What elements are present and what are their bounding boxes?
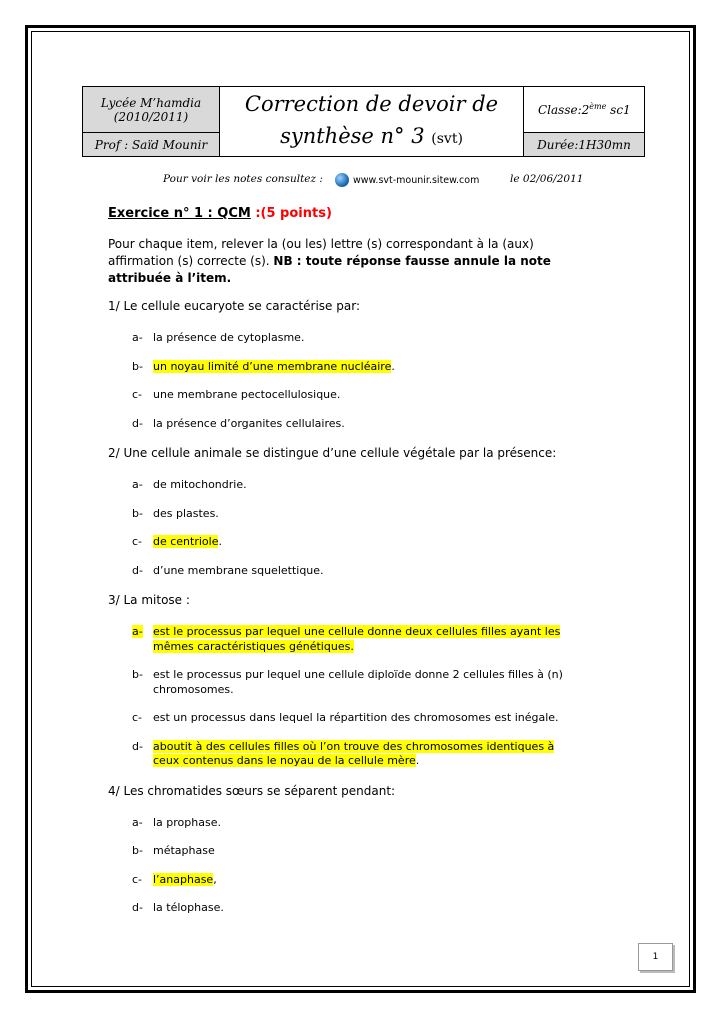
option-letter-cell xyxy=(132,816,153,831)
option-2-c xyxy=(132,535,568,550)
option-letter: a- xyxy=(132,625,143,638)
duration: Durée:1H30mn xyxy=(537,137,631,152)
option-text xyxy=(153,478,247,493)
option-letter: d- xyxy=(132,416,143,430)
option-plain-text: de mitochondrie. xyxy=(153,478,247,491)
option-letter: d- xyxy=(132,563,143,577)
correct-answer-highlight: un noyau limité d’une membrane nucléaire xyxy=(153,359,392,373)
correct-answer-highlight: est le processus par lequel une cellule donne deux cellules filles ayant les mêmes caractéristiques génétiques. xyxy=(153,625,561,653)
option-letter-cell xyxy=(132,388,153,403)
correct-answer-highlight: de centriole xyxy=(153,535,219,548)
exercise-points: :(5 points) xyxy=(250,206,332,221)
option-letter-cell xyxy=(132,360,153,375)
option-1-d xyxy=(132,417,568,432)
option-letter-cell xyxy=(132,507,153,522)
option-plain-text: est le processus pur lequel une cellule diploïde donne 2 cellules filles à (n) chromosomes. xyxy=(153,668,563,696)
class-superscript: ème xyxy=(589,102,607,112)
exercise-instructions: Pour chaque item, relever la (ou les) lettre (s) correspondant à la (aux) affirmation (s) correcte (s). xyxy=(108,237,534,268)
option-letter: c- xyxy=(132,388,143,401)
option-letter-cell xyxy=(132,901,153,916)
option-4-b xyxy=(132,844,568,859)
option-letter-cell xyxy=(132,740,153,769)
option-text xyxy=(153,417,345,432)
exercise-intro xyxy=(108,236,568,287)
option-plain-text: d’une membrane squelettique. xyxy=(153,563,324,577)
option-text xyxy=(153,740,568,769)
question-4: 4/ Les chromatides sœurs se séparent pendant: xyxy=(108,783,396,798)
option-text xyxy=(153,360,395,375)
option-plain-text: la présence de cytoplasme. xyxy=(153,331,305,344)
option-punctuation: . xyxy=(391,359,395,373)
exercise-content xyxy=(108,205,568,930)
option-text xyxy=(153,388,340,403)
exercise-title-text: Exercice n° 1 : QCM xyxy=(108,206,251,221)
option-punctuation: . xyxy=(415,754,420,767)
option-text xyxy=(153,901,224,916)
option-text xyxy=(153,668,568,697)
option-letter-cell xyxy=(132,478,153,493)
option-letter-cell xyxy=(132,331,153,346)
title-line-2 xyxy=(220,120,523,155)
question-3: 3/ La mitose : xyxy=(108,593,190,607)
title-line-1: Correction de devoir de xyxy=(244,92,499,116)
option-letter: c- xyxy=(132,711,143,724)
page-number-box xyxy=(638,943,673,971)
question-1: 1/ Le cellule eucaryote se caractérise par: xyxy=(108,299,360,313)
option-3-b xyxy=(132,668,568,697)
option-letter-cell xyxy=(132,873,153,888)
option-plain-text: métaphase xyxy=(153,844,215,857)
option-plain-text: est un processus dans lequel la répartition des chromosomes est inégale. xyxy=(153,711,559,724)
option-plain-text: une membrane pectocellulosique. xyxy=(153,388,341,401)
option-2-b xyxy=(132,507,568,522)
header-table xyxy=(82,86,645,157)
option-letter-cell xyxy=(132,711,153,726)
option-letter-cell xyxy=(132,417,153,432)
option-text xyxy=(153,711,559,726)
class-cell xyxy=(524,87,645,133)
option-letter-cell xyxy=(132,535,153,550)
prof-name: Prof : Saïd Mounir xyxy=(94,137,208,152)
option-letter-cell xyxy=(132,668,153,697)
notes-text: Pour voir les notes consultez : xyxy=(163,173,323,185)
option-4-d xyxy=(132,901,568,916)
option-letter: b- xyxy=(132,506,143,520)
title-subject: (svt) xyxy=(431,131,463,147)
option-letter: a- xyxy=(132,815,143,829)
option-4-a xyxy=(132,816,568,831)
option-plain-text: des plastes. xyxy=(153,506,219,520)
globe-icon xyxy=(335,173,349,187)
school-name: Lycée M’hamdia xyxy=(100,95,202,110)
option-text xyxy=(153,507,219,522)
option-text xyxy=(153,844,215,859)
options-list xyxy=(132,816,568,916)
option-text xyxy=(153,564,324,579)
option-text xyxy=(153,816,221,831)
title-cell xyxy=(220,87,524,157)
school-year: (2010/2011) xyxy=(113,109,189,124)
correct-answer-highlight: aboutit à des cellules filles où l’on trouve des chromosomes identiques à ceux contenus dans le noyau de la cellule mère xyxy=(153,739,555,767)
option-punctuation: , xyxy=(213,872,217,886)
document-title xyxy=(220,88,523,155)
option-plain-text: la prophase. xyxy=(153,815,221,829)
option-4-c xyxy=(132,873,568,888)
page-number: 1 xyxy=(652,952,659,962)
school-cell xyxy=(83,87,220,133)
option-letter-cell xyxy=(132,625,153,654)
class-label: Classe:2 xyxy=(538,103,590,118)
option-letter: c- xyxy=(132,872,143,886)
correct-answer-highlight: l’anaphase xyxy=(153,872,214,886)
website-link[interactable] xyxy=(335,173,479,187)
exercise-nb: NB : toute réponse fausse annule la note attribuée à l’item. xyxy=(108,254,551,285)
class-section: sc1 xyxy=(606,103,631,118)
option-3-c xyxy=(132,711,568,726)
option-text xyxy=(153,535,222,550)
website-url[interactable]: www.svt-mounir.sitew.com xyxy=(353,174,480,186)
title-line-2-text: synthèse n° 3 xyxy=(280,124,425,148)
option-letter-cell xyxy=(132,844,153,859)
exercise-title xyxy=(108,205,568,222)
option-2-a xyxy=(132,478,568,493)
option-punctuation: . xyxy=(218,535,222,548)
option-1-c xyxy=(132,388,568,403)
option-1-a xyxy=(132,331,568,346)
option-3-a xyxy=(132,625,568,654)
option-letter: b- xyxy=(132,668,143,681)
option-letter: c- xyxy=(132,535,143,548)
option-2-d xyxy=(132,564,568,579)
question-2: 2/ Une cellule animale se distingue d’une cellule végétale par la présence: xyxy=(108,446,557,460)
option-3-d xyxy=(132,740,568,769)
question-list xyxy=(108,298,568,916)
option-1-b xyxy=(132,360,568,375)
duration-cell xyxy=(524,133,645,157)
option-letter: d- xyxy=(132,739,143,753)
options-list xyxy=(132,625,568,769)
option-text xyxy=(153,625,568,654)
options-list xyxy=(132,331,568,431)
options-list xyxy=(132,478,568,578)
notes-line xyxy=(163,173,613,185)
option-plain-text: la présence d’organites cellulaires. xyxy=(153,416,345,430)
option-letter-cell xyxy=(132,564,153,579)
notes-date: le 02/06/2011 xyxy=(510,173,584,185)
option-letter: b- xyxy=(132,844,143,857)
option-text xyxy=(153,331,304,346)
option-letter: a- xyxy=(132,478,143,491)
option-letter: b- xyxy=(132,359,143,373)
option-text xyxy=(153,873,217,888)
prof-cell xyxy=(83,133,220,157)
option-plain-text: la télophase. xyxy=(153,901,224,914)
option-letter: d- xyxy=(132,901,143,914)
option-letter: a- xyxy=(132,331,143,344)
